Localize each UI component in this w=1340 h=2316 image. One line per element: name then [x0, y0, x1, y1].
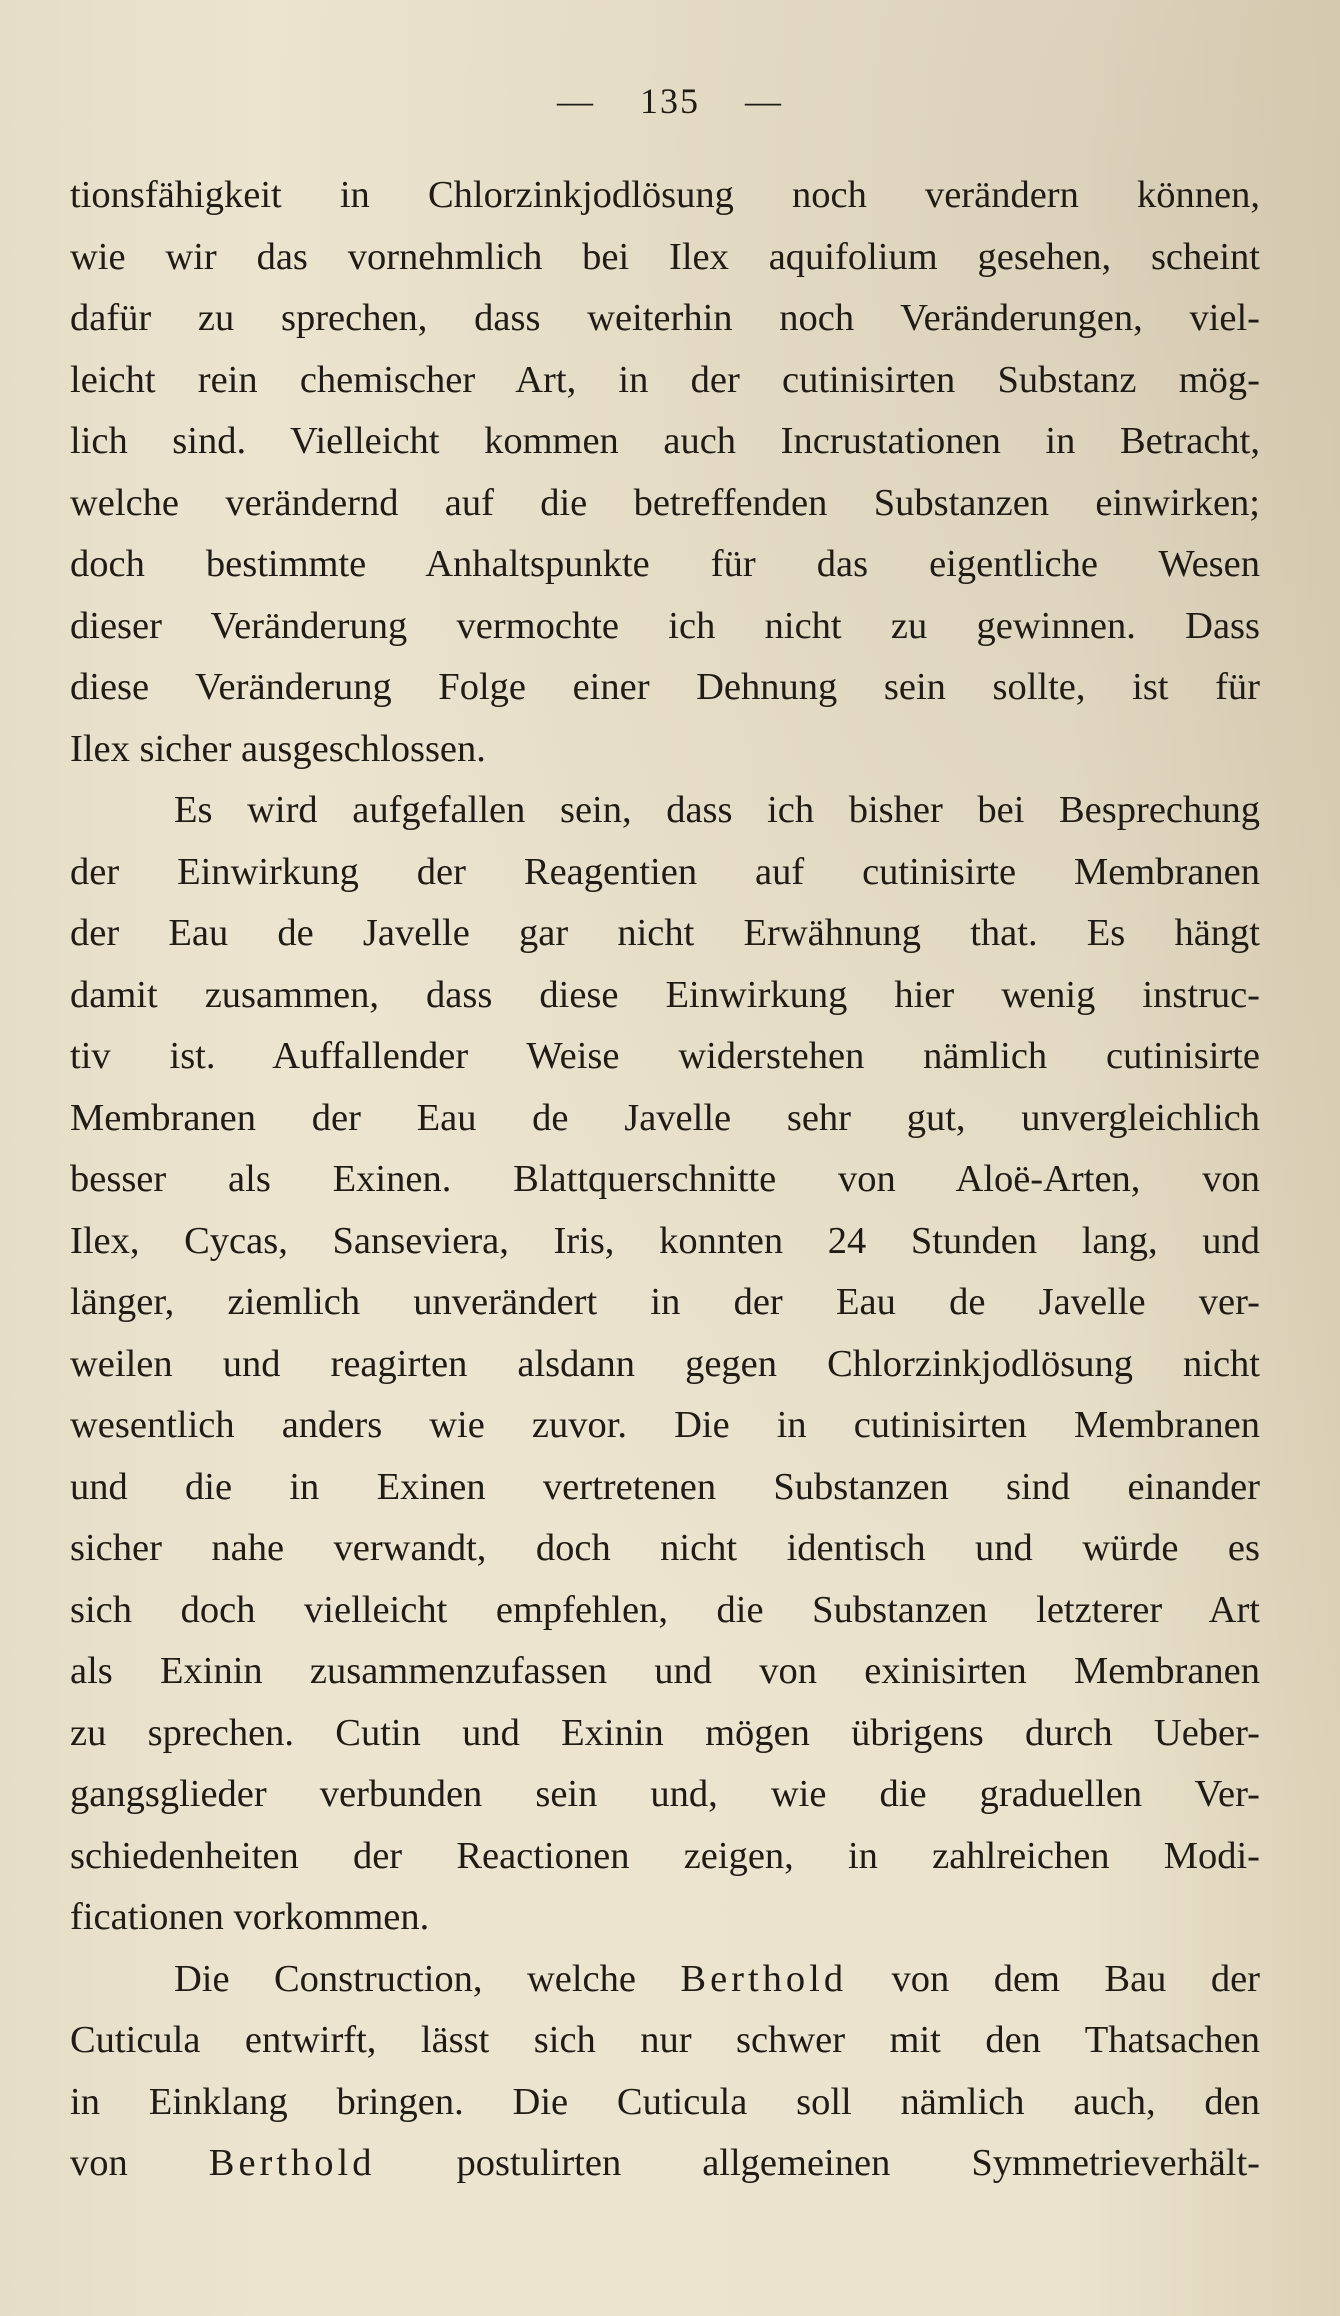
text-line: dieser Veränderung vermochte ich nicht zu gewinnen. Dass: [70, 604, 1260, 647]
text-line: diese Veränderung Folge einer Dehnung sein sollte, ist für: [70, 666, 1260, 708]
text-line-mixed: [70, 1949, 1260, 2011]
text-line: und die in Exinen vertretenen Substanzen sind einander: [70, 1465, 1260, 1508]
text-line: tiv ist. Auffallender Weise widerstehen nämlich cutinisirte: [70, 1035, 1260, 1077]
text-line: ficationen vorkommen.: [70, 1896, 430, 1938]
text-line: wie wir das vornehmlich bei Ilex aquifolium gesehen, scheint: [70, 235, 1260, 278]
text-line: besser als Exinen. Blattquerschnitte von Aloë-Arten, von: [70, 1158, 1260, 1200]
text-segment: von dem Bau der: [891, 1957, 1261, 2000]
text-line: Ilex, Cycas, Sanseviera, Iris, konnten 24 Stunden lang, und: [70, 1219, 1260, 1262]
header-dash-right: —: [745, 81, 783, 121]
page-number: 135: [640, 81, 700, 121]
text-line: schiedenheiten der Reactionen zeigen, in zahlreichen Modi-: [70, 1834, 1260, 1877]
text-line: doch bestimmte Anhaltspunkte für das eigentliche Wesen: [70, 543, 1260, 585]
page-header: [0, 80, 1340, 122]
text-line: sich doch vielleicht empfehlen, die Substanzen letzterer Art: [70, 1588, 1260, 1631]
text-line: Es wird aufgefallen sein, dass ich bisher bei Besprechung: [174, 789, 1260, 831]
text-segment: Die Construction, welche: [174, 1957, 636, 2000]
text-line: der Einwirkung der Reagentien auf cutinisirte Membranen: [70, 850, 1260, 893]
text-line: gangsglieder verbunden sein und, wie die graduellen Ver-: [70, 1773, 1260, 1815]
body-text: [70, 165, 1260, 2195]
text-line: weilen und reagirten alsdann gegen Chlorzinkjodlösung nicht: [70, 1342, 1260, 1385]
text-line: als Exinin zusammenzufassen und von exinisirten Membranen: [70, 1650, 1260, 1692]
text-line: damit zusammen, dass diese Einwirkung hier wenig instruc-: [70, 973, 1260, 1016]
text-line: der Eau de Javelle gar nicht Erwähnung that. Es hängt: [70, 912, 1260, 954]
text-line: Ilex sicher ausgeschlossen.: [70, 727, 486, 770]
text-line: Membranen der Eau de Javelle sehr gut, unvergleichlich: [70, 1096, 1260, 1139]
author-name: Berthold: [680, 1957, 848, 2000]
text-line: dafür zu sprechen, dass weiterhin noch Veränderungen, viel-: [70, 297, 1260, 339]
text-line-mixed: [70, 2133, 1260, 2195]
text-line: länger, ziemlich unverändert in der Eau de Javelle ver-: [70, 1281, 1260, 1323]
text-line: wesentlich anders wie zuvor. Die in cutinisirten Membranen: [70, 1404, 1260, 1446]
text-line: lich sind. Vielleicht kommen auch Incrustationen in Betracht,: [70, 420, 1260, 462]
author-name: Berthold: [208, 2142, 376, 2184]
header-dash-left: —: [557, 81, 595, 121]
text-line: zu sprechen. Cutin und Exinin mögen übrigens durch Ueber-: [70, 1711, 1260, 1754]
text-line: tionsfähigkeit in Chlorzinkjodlösung noch verändern können,: [70, 174, 1260, 216]
text-segment: von: [70, 2142, 128, 2184]
text-segment: postulirten allgemeinen Symmetrieverhält-: [456, 2142, 1261, 2184]
text-line: in Einklang bringen. Die Cuticula soll nämlich auch, den: [70, 2080, 1260, 2123]
text-line: sicher nahe verwandt, doch nicht identisch und würde es: [70, 1527, 1260, 1569]
text-line: leicht rein chemischer Art, in der cutinisirten Substanz mög-: [70, 358, 1260, 401]
text-line: welche verändernd auf die betreffenden Substanzen einwirken;: [70, 481, 1260, 524]
text-line: Cuticula entwirft, lässt sich nur schwer mit den Thatsachen: [70, 2019, 1260, 2061]
